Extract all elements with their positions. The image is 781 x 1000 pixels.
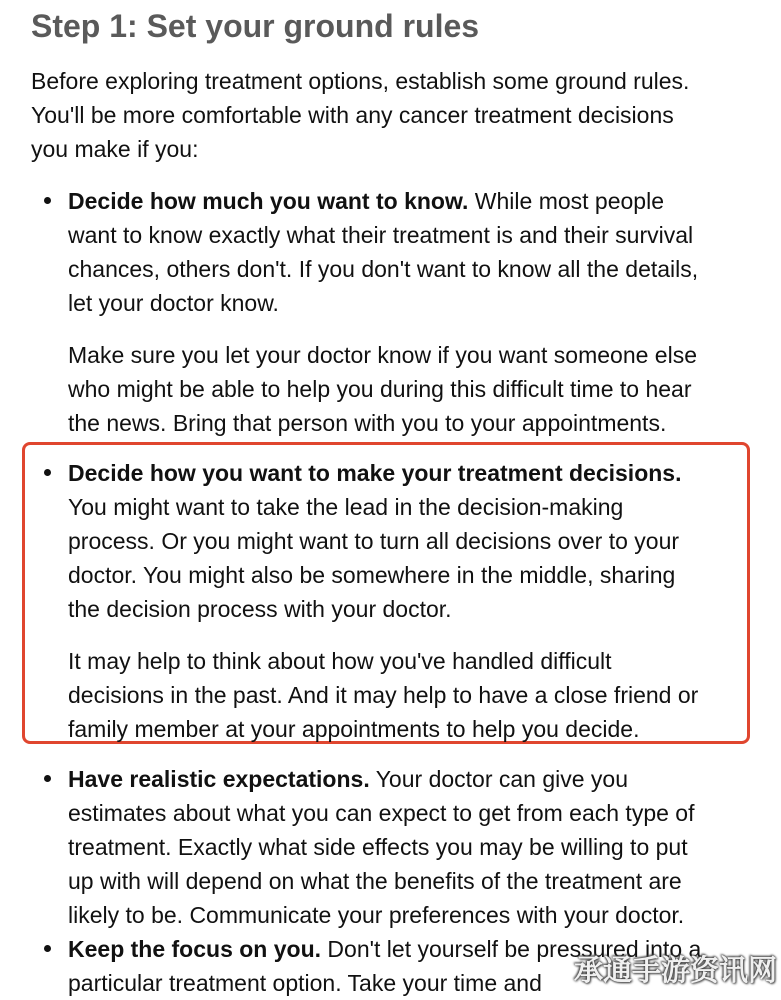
intro-line: Before exploring treatment options, establish some ground rules. [31, 68, 690, 94]
bullet-dot [44, 469, 51, 476]
list-item-expectations [68, 762, 758, 932]
item-line: let your doctor know. [68, 290, 279, 316]
item-line: You might want to take the lead in the decision-making [68, 494, 624, 520]
item-line: process. Or you might want to turn all decisions over to your [68, 528, 680, 554]
item-line: up with will depend on what the benefits of the treatment are [68, 868, 682, 894]
item-line: chances, others don't. If you don't want to know all the details, [68, 256, 699, 282]
section-heading: Step 1: Set your ground rules [31, 8, 480, 44]
intro-line: you make if you: [31, 136, 199, 162]
item-text: While most people [474, 188, 664, 214]
item-line: the news. Bring that person with you to your appointments. [68, 410, 667, 436]
item-paragraph [68, 338, 758, 440]
bullet-dot [44, 197, 51, 204]
bullet-dot [44, 775, 51, 782]
item-first-line [68, 762, 758, 796]
item-line: decisions in the past. And it may help to have a close friend or [68, 682, 699, 708]
item-line: Make sure you let your doctor know if you want someone else [68, 342, 697, 368]
item-paragraph [68, 762, 758, 932]
item-title: Decide how you want to make your treatment decisions. [68, 460, 682, 486]
item-line: family member at your appointments to help you decide. [68, 716, 640, 742]
item-line: particular treatment option. Take your time and [68, 970, 542, 996]
list-item-know [68, 184, 758, 440]
intro-paragraph [31, 64, 761, 166]
bullet-dot [44, 945, 51, 952]
item-line: estimates about what you can expect to get from each type of [68, 800, 695, 826]
list-item-decisions [68, 456, 758, 746]
item-text: Your doctor can give you [375, 766, 629, 792]
item-text: Don't let yourself be pressured into a [327, 936, 702, 962]
item-first-line [68, 184, 758, 218]
item-title: Decide how much you want to know. [68, 188, 469, 214]
item-title: Have realistic expectations. [68, 766, 370, 792]
item-line: want to know exactly what their treatment is and their survival [68, 222, 694, 248]
item-paragraph [68, 184, 758, 320]
watermark-text: 承通手游资讯网 [574, 955, 778, 987]
item-line: doctor. You might also be somewhere in the middle, sharing [68, 562, 676, 588]
item-line: likely to be. Communicate your preferences with your doctor. [68, 902, 685, 928]
item-line: the decision process with your doctor. [68, 596, 452, 622]
item-paragraph [68, 456, 758, 626]
intro-line: You'll be more comfortable with any cancer treatment decisions [31, 102, 674, 128]
item-line: treatment. Exactly what side effects you may be willing to put [68, 834, 688, 860]
item-title: Keep the focus on you. [68, 936, 322, 962]
item-paragraph [68, 644, 758, 746]
item-line: who might be able to help you during this difficult time to hear [68, 376, 692, 402]
item-line: It may help to think about how you've handled difficult [68, 648, 612, 674]
